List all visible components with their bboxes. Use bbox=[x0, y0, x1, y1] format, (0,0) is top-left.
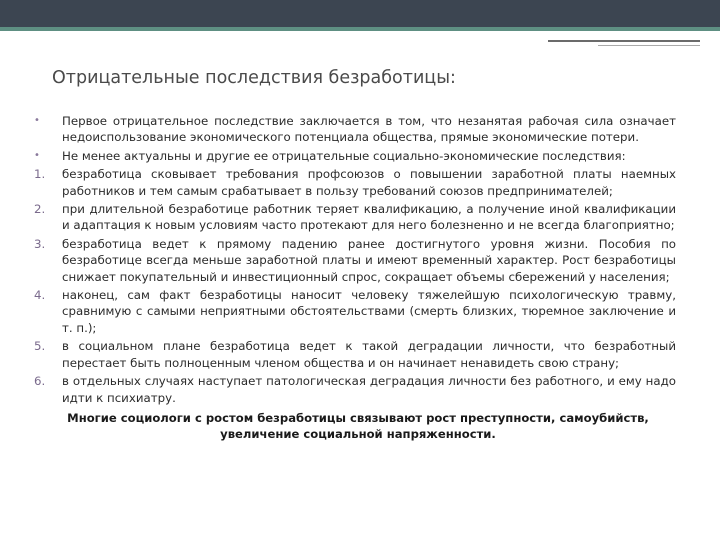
bullet-item bbox=[34, 113, 676, 146]
numbered-text: безработица ведет к прямому падению ранее достигнутого уровня жизни. Пособия по безработице всегда меньше заработной платы и имеют временный характер. Рост безработицы снижает покупательный и инвестиционный спрос, сокращает объемы сбережений у населения; bbox=[62, 236, 676, 284]
bullet-text: Первое отрицательное последствие заключается в том, что незанятая рабочая сила означает недоиспользование экономического потенциала общества, прямые экономические потери. bbox=[62, 114, 676, 145]
number-marker: 2. bbox=[34, 202, 46, 217]
bullet-marker: • bbox=[34, 115, 40, 126]
numbered-item bbox=[34, 201, 676, 234]
numbered-item bbox=[34, 166, 676, 199]
numbered-item bbox=[34, 236, 676, 285]
decorative-line bbox=[548, 40, 700, 42]
number-marker: 1. bbox=[34, 167, 46, 182]
decorative-line bbox=[598, 45, 700, 46]
bullet-marker: • bbox=[34, 149, 40, 161]
numbered-text: в социальном плане безработица ведет к такой деградации личности, что безработный перестает быть полноценным членом общества и он начинает ненавидеть свою страну; bbox=[62, 339, 676, 370]
slide-content bbox=[34, 113, 676, 442]
bullet-text: Не менее актуальны и другие ее отрицательные социально-экономические последствия: bbox=[62, 148, 626, 163]
numbered-item bbox=[34, 373, 676, 406]
numbered-text: при длительной безработице работник теряет квалификацию, а получение иной квалификации и адаптация к новым условиям часто протекают для него болезненно и не всегда благоприятно; bbox=[62, 202, 676, 233]
conclusion-text: Многие социологи с ростом безработицы связывают рост преступности, самоубийств, увеличение социальной напряженности. bbox=[67, 410, 649, 441]
numbered-text: наконец, сам факт безработицы наносит человеку тяжелейшую психологическую травму, сравнимую с самыми неприятными обстоятельствами (смерть близких, тюремное заключение и т. п.); bbox=[62, 288, 676, 335]
number-marker: 3. bbox=[34, 236, 46, 251]
bullet-item bbox=[34, 148, 676, 164]
numbered-item bbox=[34, 338, 676, 371]
header-bar bbox=[0, 0, 720, 27]
slide-title: Отрицательные последствия безработицы: bbox=[52, 68, 456, 88]
number-marker: 4. bbox=[34, 288, 46, 303]
numbered-text: безработица сковывает требования профсоюзов о повышении заработной платы наемных работников и тем самым срабатывает в пользу требований союзов предпринимателей; bbox=[62, 167, 676, 198]
numbered-text: в отдельных случаях наступает патологическая деградация личности без работного, и ему надо идти к психиатру. bbox=[62, 374, 676, 405]
number-marker: 6. bbox=[34, 374, 46, 389]
header-accent-stripe bbox=[0, 27, 720, 31]
numbered-item bbox=[34, 287, 676, 336]
number-marker: 5. bbox=[34, 339, 46, 354]
